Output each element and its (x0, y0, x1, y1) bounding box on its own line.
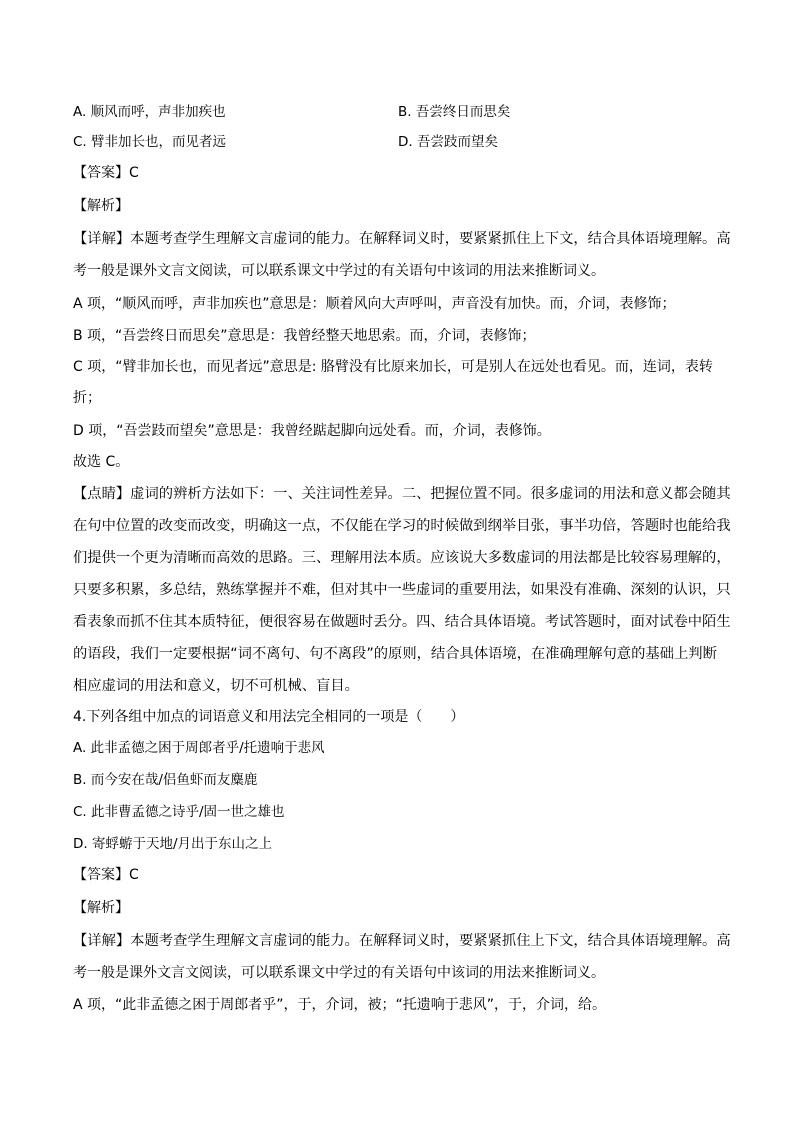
q3-tips-line: 相应虚词的用法和意义，切不可机械、盲目。 (73, 678, 359, 694)
q4-analysis-tag: 【解析】 (73, 900, 129, 916)
q4-option-d: D. 寄蜉蝣于天地/月出于东山之上 (73, 836, 273, 852)
q3-detail-line: 故选 C。 (73, 454, 130, 470)
q3-analysis-tag: 【解析】 (73, 198, 129, 214)
q4-answer: 【答案】C (73, 867, 139, 883)
q3-detail-line: 折； (73, 390, 101, 406)
q4-option-c: C. 此非曹孟德之诗乎/固一世之雄也 (73, 804, 285, 820)
q3-tips-line: 看表象而抓不住其本质特征，便很容易在做题时丢分。四、结合具体语境。考试答题时，面对试卷中陌生 (73, 614, 731, 630)
q4-detail-line: 【详解】本题考查学生理解文言虚词的能力。在解释词义时，要紧紧抓住上下文，结合具体语境理解。高 (73, 933, 731, 949)
q3-detail-line: 【详解】本题考查学生理解文言虚词的能力。在解释词义时，要紧紧抓住上下文，结合具体语境理解。高 (73, 231, 731, 247)
q3-detail-line: A 项，“顺风而呼，声非加疾也”意思是：顺着风向大声呼叫，声音没有加快。而，介词，表修饰； (73, 296, 676, 312)
q4-detail-line: 考一般是课外文言文阅读，可以联系课文中学过的有关语句中该词的用法来推断词义。 (73, 965, 605, 981)
q3-detail-line: B 项，“吾尝终日而思矣”意思是：我曾经整天地思索。而，介词，表修饰； (73, 328, 536, 344)
q3-option-a: A. 顺风而呼，声非加疾也 (73, 104, 226, 120)
q4-stem: 4.下列各组中加点的词语意义和用法完全相同的一项是（ ） (73, 709, 465, 725)
q3-detail-line: C 项，“臂非加长也，而见者远”意思是: 胳臂没有比原来加长，可是别人在远处也看见。而，连词，表转 (73, 359, 713, 375)
q3-option-b: B. 吾尝终日而思矣 (398, 104, 511, 120)
q3-detail-line: D 项，“吾尝跂而望矣”意思是：我曾经踮起脚向远处看。而，介词，表修饰。 (73, 423, 551, 439)
q3-tips-line: 们提供一个更为清晰而高效的思路。三、理解用法本质。应该说大多数虚词的用法都是比较容易理解的， (73, 550, 731, 566)
q3-detail-line: 考一般是课外文言文阅读，可以联系课文中学过的有关语句中该词的用法来推断词义。 (73, 263, 605, 279)
q4-detail-line: A 项，“此非孟德之困于周郎者乎”，于，介词，被；“托遗响于悲风”，于，介词，给。 (73, 997, 607, 1013)
q3-tips-line: 只要多积累，多总结，熟练掌握并不难，但对其中一些虚词的重要用法，如果没有准确、深刻的认识，只 (73, 582, 731, 598)
q3-tips-line: 在句中位置的改变而改变，明确这一点，不仅能在学习的时候做到纲举目张，事半功倍，答题时也能给我 (73, 518, 731, 534)
q3-tips-line: 的语段，我们一定要根据“词不离句、句不离段”的原则，结合具体语境，在准确理解句意的基础上判断 (73, 646, 717, 662)
q3-tips-line: 【点睛】虚词的辨析方法如下：一、关注词性差异。二、把握位置不同。很多虚词的用法和意义都会随其 (73, 486, 731, 502)
q3-answer: 【答案】C (73, 165, 139, 181)
q4-option-b: B. 而今安在哉/侣鱼虾而友麋鹿 (73, 772, 258, 788)
q3-option-c: C. 臂非加长也，而见者远 (73, 134, 227, 150)
q4-option-a: A. 此非孟德之困于周郎者乎/托遗响于悲风 (73, 740, 325, 756)
q3-option-d: D. 吾尝跂而望矣 (398, 134, 498, 150)
